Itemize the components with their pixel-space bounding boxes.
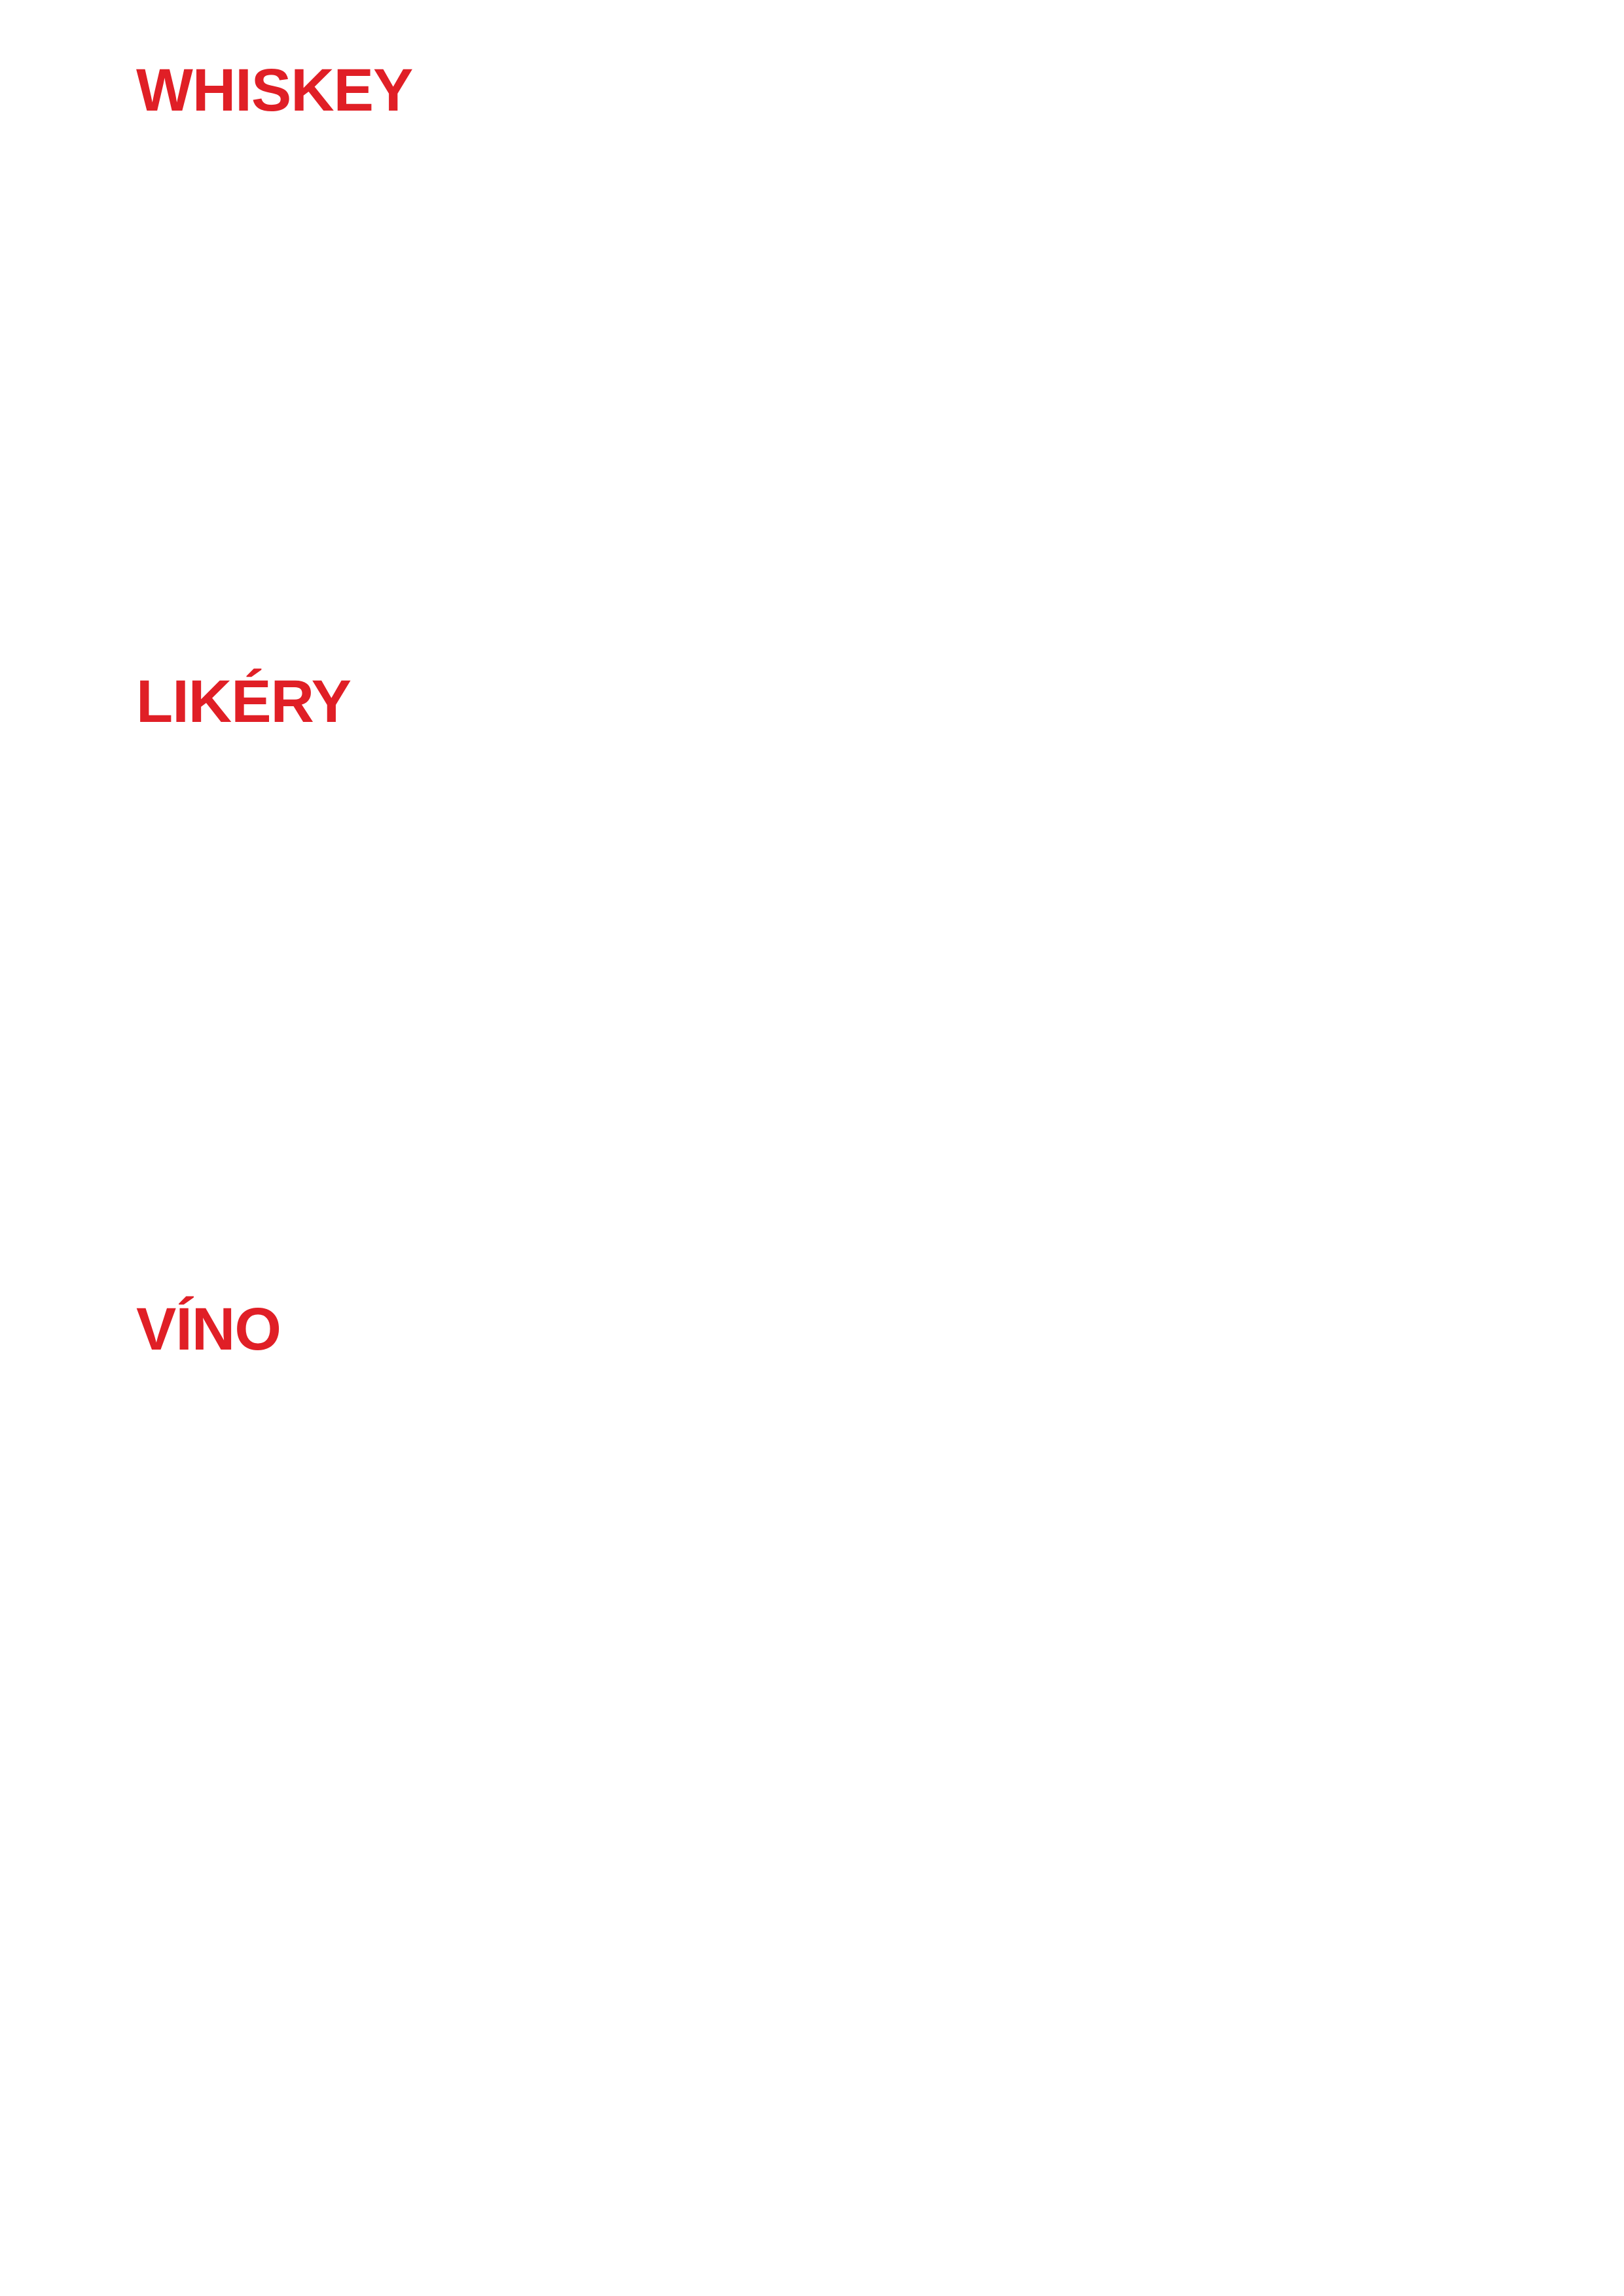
section-heading-likery: LIKÉRY [136,668,351,735]
section-heading-vino: VÍNO [136,1296,281,1363]
section-heading-whiskey: WHISKEY [136,57,413,124]
